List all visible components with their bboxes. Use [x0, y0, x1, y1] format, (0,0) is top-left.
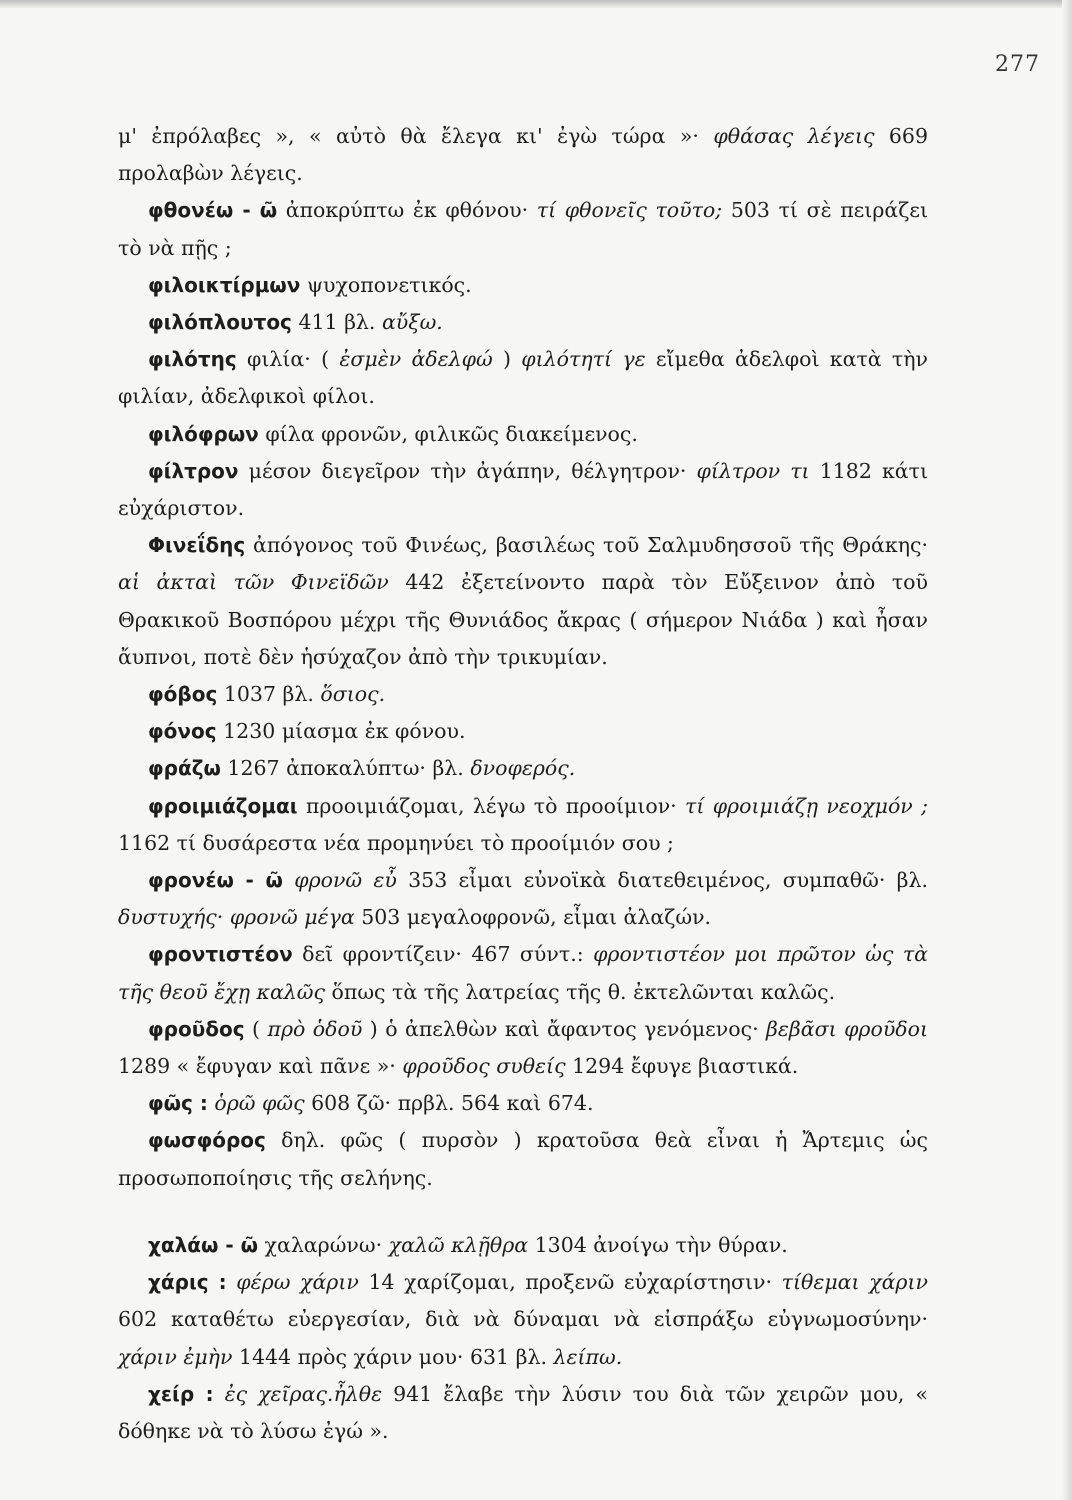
dictionary-entry — [118, 862, 928, 936]
dictionary-entry — [118, 713, 928, 750]
entry-definition: 1267 ἀποκαλύπτω· βλ. — [220, 756, 471, 781]
entry-citation: ἐς χεῖρας.ἦλθε — [224, 1381, 383, 1406]
entry-citation: τί φροιμιάζῃ νεοχμόν ; — [685, 793, 928, 818]
dictionary-entry — [118, 1264, 928, 1376]
entry-headword: χάρις : — [148, 1270, 227, 1295]
entry-definition: 1294 ἔφυγε βιαστικά. — [565, 1054, 799, 1079]
entry-headword: φρονέω - ῶ — [148, 868, 283, 893]
entry-definition: ὅπως τὰ τῆς λατρείας τῆς θ. ἐκτελῶνται καλῶς. — [324, 979, 836, 1004]
entry-headword: Φινεΐδης — [148, 533, 246, 558]
entry-definition: 1182 κάτι εὐχάριστον. — [118, 458, 928, 521]
entry-definition: ) ὁ ἀπελθὼν καὶ ἄφαντος γενόμενος· — [362, 1016, 767, 1041]
dictionary-entry — [118, 453, 928, 527]
entry-definition: 14 χαρίζομαι, προξενῶ εὐχαρίστησιν· — [358, 1270, 782, 1295]
entry-headword: φροῦδος — [148, 1016, 245, 1041]
dictionary-entry — [118, 192, 928, 266]
entry-headword: φράζω — [148, 756, 221, 781]
dictionary-entry — [118, 1122, 928, 1196]
dictionary-entry — [118, 1011, 928, 1085]
entry-citation: φίλτρον τι — [696, 458, 810, 483]
entry-definition: προοιμιάζομαι, λέγω τὸ προοίμιον· — [297, 793, 685, 818]
entry-citation: ἐσμὲν ἀδελφώ — [339, 347, 493, 372]
entry-citation: τί φθονεῖς τοῦτο; — [536, 198, 723, 223]
entry-headword: χείρ : — [148, 1381, 214, 1406]
dictionary-entry — [118, 267, 928, 304]
entry-definition: 353 εἶμαι εὐνοϊκὰ διατεθειμένος, συμπαθῶ· βλ. — [396, 868, 928, 893]
entry-definition: 1444 πρὸς χάριν μου· 631 βλ. — [232, 1344, 554, 1369]
entry-definition: 602 καταθέτω εὐεργεσίαν, διὰ νὰ δύναμαι νὰ εἰσπράξω εὐγνωμοσύνην· — [118, 1307, 928, 1332]
entry-headword: φίλτρον — [148, 458, 239, 483]
entry-citation: τίθεμαι χάριν — [781, 1270, 928, 1295]
entry-headword: φόνος — [148, 719, 217, 744]
entry-definition — [214, 1382, 225, 1406]
entry-definition — [227, 1270, 237, 1294]
entry-headword: φροντιστέον — [148, 942, 293, 967]
entry-definition: ἀπόγονος τοῦ Φινέως, βασιλέως τοῦ Σαλμυδησσοῦ τῆς Θράκης· — [245, 533, 928, 558]
dictionary-entry — [118, 341, 928, 415]
entry-citation: αὔξω. — [381, 310, 443, 335]
entry-headword: φιλότης — [148, 347, 237, 372]
dictionary-entry — [118, 788, 928, 862]
entry-definition: 1037 βλ. — [217, 682, 321, 707]
dictionary-entry — [118, 527, 928, 676]
page-binding-edge — [1062, 0, 1072, 1500]
entry-definition: εἴμεθα ἀδελφοὶ κατὰ τὴν φιλίαν, ἀδελφικοὶ φίλοι. — [118, 347, 929, 409]
dictionary-entry — [118, 676, 928, 713]
dictionary-entry — [118, 1085, 928, 1122]
entry-definition: 1162 τί δυσάρεστα νέα προμηνύει τὸ προοίμιόν σου ; — [118, 830, 674, 855]
dictionary-entry — [118, 304, 928, 341]
entry-definition: ἀποκρύπτω ἐκ φθόνου· — [277, 198, 537, 223]
entry-headword: φροιμιάζομαι — [148, 793, 298, 818]
entry-definition: φίλα φρονῶν, φιλικῶς διακείμενος. — [258, 421, 638, 446]
entry-headword: φθονέω - ῶ — [148, 198, 278, 223]
entry-headword: φιλόπλουτος — [148, 310, 292, 335]
dictionary-entry — [118, 750, 928, 787]
entry-definition: ) — [492, 347, 522, 372]
entry-definition: μέσον διεγεῖρον τὴν ἀγάπην, θέλγητρον· — [238, 458, 697, 483]
entry-definition: φιλία· ( — [236, 347, 340, 372]
entry-citation: φροῦδος συθείς — [402, 1054, 566, 1079]
dictionary-entries — [118, 118, 928, 1450]
dictionary-entry — [118, 936, 928, 1010]
entry-citation: φρονῶ εὖ — [294, 868, 397, 893]
entry-headword: φῶς : — [148, 1091, 208, 1116]
entry-headword: φιλοικτίρμων — [148, 272, 301, 297]
entry-definition: 1230 μίασμα ἐκ φόνου. — [216, 719, 466, 744]
entry-citation: φροντιστέον μοι πρῶτον ὡς τὰ τῆς θεοῦ ἔχῃ καλῶς — [118, 942, 929, 1004]
entry-definition: 503 μεγαλοφρονῶ, εἶμαι ἀλαζών. — [354, 905, 712, 930]
entry-citation: φθάσας λέγεις — [713, 124, 875, 148]
entry-definition: χαλαρώνω· — [258, 1232, 389, 1257]
entry-citation: φιλότητί γε — [521, 347, 646, 372]
entry-continuation — [118, 118, 928, 192]
entry-citation: χαλῶ κλῇθρα — [388, 1232, 529, 1257]
entry-definition: ψυχοπονετικός. — [300, 272, 472, 297]
entry-citation: δνοφερός. — [470, 756, 576, 781]
entry-definition: 503 τί σὲ πειράζει τὸ νὰ πῇς ; — [118, 198, 929, 260]
dictionary-entry — [118, 416, 928, 453]
entry-citation: λείπω. — [553, 1344, 623, 1369]
entry-definition: μ' ἐπρόλαβες », « αὐτὸ θὰ ἔλεγα κι' ἐγὼ τώρα »· — [118, 124, 714, 148]
entry-citation: ὅσιος. — [320, 682, 386, 707]
entry-definition: 669 προλαβὼν λέγεις. — [118, 124, 929, 186]
entry-citation: χάριν ἐμὴν — [118, 1344, 233, 1369]
entry-citation: δυστυχής· φρονῶ μέγα — [118, 905, 355, 930]
dictionary-entry — [118, 1227, 928, 1264]
entry-citation: φέρω χάριν — [236, 1270, 359, 1295]
entry-definition: 442 ἐξετείνοντο παρὰ τὸν Εὔξεινον ἀπὸ τοῦ Θρακικοῦ Βοσπόρου μέχρι τῆς Θυνιάδος ἄκρας ( σήμερον Νιάδα ) καὶ ἦσαν ἄυπνοι, ποτὲ δὲν ἡσύχαζον ἀπὸ τὴν τρικυμίαν. — [118, 570, 928, 669]
entry-citation: βεβᾶσι φροῦδοι — [766, 1016, 929, 1041]
entry-definition: 1289 « ἔφυγαν καὶ πᾶνε »· — [118, 1054, 403, 1079]
page-number: 277 — [995, 52, 1040, 77]
entry-definition: 608 ζῶ· πρβλ. 564 καὶ 674. — [304, 1091, 594, 1116]
entry-definition: ( — [244, 1016, 268, 1041]
entry-citation: πρὸ ὁδοῦ — [267, 1016, 363, 1041]
page-top-edge — [0, 0, 1072, 8]
entry-citation: αἱ ἀκταὶ τῶν Φινεϊδῶν — [118, 570, 389, 595]
entry-headword: φιλόφρων — [148, 421, 259, 446]
entry-citation: ὁρῶ φῶς — [214, 1091, 305, 1116]
entry-headword: χαλάω - ῶ — [148, 1232, 259, 1257]
entry-definition: 411 βλ. — [291, 310, 382, 335]
entry-definition: δεῖ φροντίζειν· 467 σύντ.: — [292, 942, 594, 967]
entry-definition: 1304 ἀνοίγω τὴν θύραν. — [528, 1232, 788, 1257]
dictionary-entry — [118, 1376, 928, 1450]
entry-headword: φόβος — [148, 682, 218, 707]
entry-headword: φωσφόρος — [148, 1128, 266, 1153]
entry-definition — [283, 868, 294, 892]
entry-definition: 941 ἔλαβε τὴν λύσιν του διὰ τῶν χειρῶν μου, « δόθηκε νὰ τὸ λύσω ἐγώ ». — [118, 1381, 928, 1443]
entry-definition: δηλ. φῶς ( πυρσὸν ) κρατοῦσα θεὰ εἶναι ἡ Ἄρτεμις ὡς προσωποποίησις τῆς σελήνης. — [118, 1128, 928, 1190]
